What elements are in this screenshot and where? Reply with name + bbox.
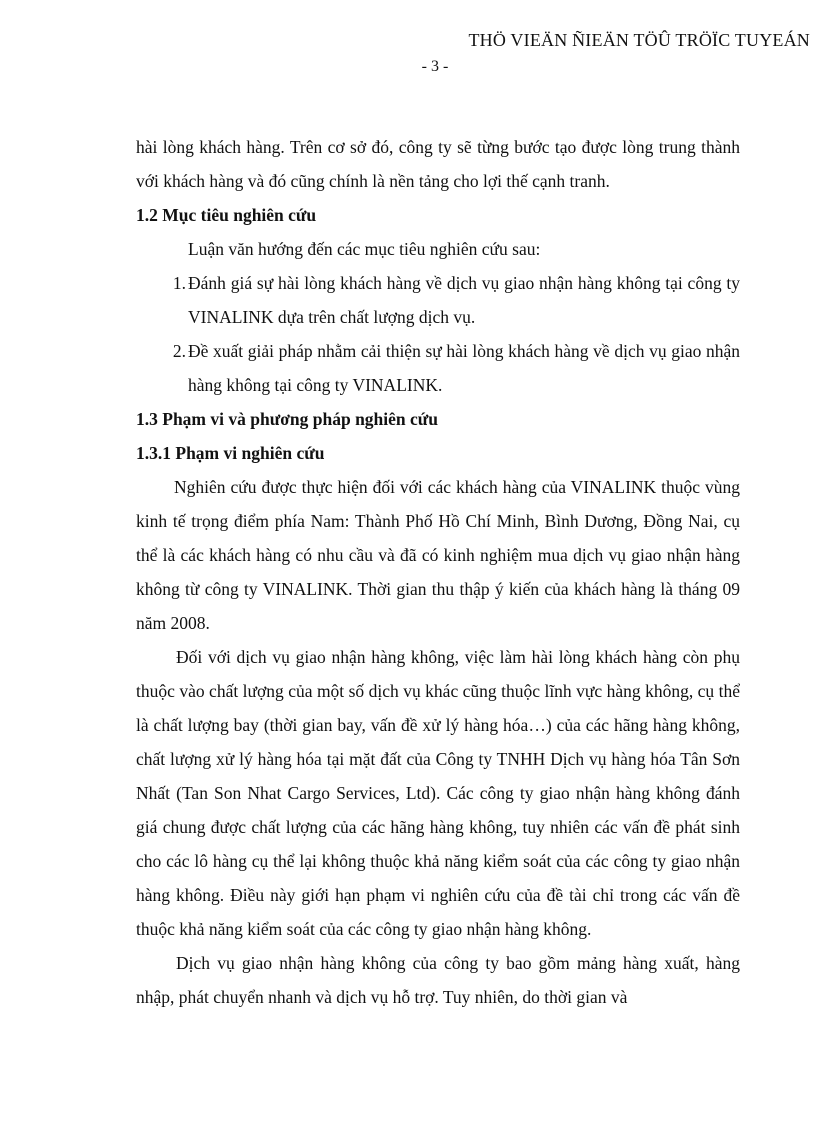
list-number: 1. [172,273,186,293]
running-header: THÖ VIEÄN ÑIEÄN TÖÛ TRÖÏC TUYEÁN [468,30,810,50]
list-text: Đề xuất giải pháp nhằm cải thiện sự hài lòng khách hàng về dịch vụ giao nhận hàng không tại công ty VINALINK. [188,341,740,395]
document-body [136,130,740,1014]
section-heading-1-3: 1.3 Phạm vi và phương pháp nghiên cứu [136,409,439,429]
list-item [136,334,740,402]
intro-paragraph: hài lòng khách hàng. Trên cơ sở đó, công ty sẽ từng bước tạo được lòng trung thành với khách hàng và đó cũng chính là nền tảng cho lợi thế cạnh tranh. [136,137,740,191]
scope-paragraph: Dịch vụ giao nhận hàng không của công ty bao gồm mảng hàng xuất, hàng nhập, phát chuyển nhanh và dịch vụ hỗ trợ. Tuy nhiên, do thời gian và [136,953,740,1007]
objectives-lead: Luận văn hướng đến các mục tiêu nghiên cứu sau: [188,239,541,259]
objectives-list [136,266,740,402]
page-number: - 3 - [421,58,449,75]
scope-paragraph: Đối với dịch vụ giao nhận hàng không, việc làm hài lòng khách hàng còn phụ thuộc vào chất lượng của một số dịch vụ khác cũng thuộc lĩnh vực hàng không, cụ thể là chất lượng bay (thời gian bay, vấn đề xử lý hàng hóa…) của các hãng hàng không, chất lượng xử lý hàng hóa tại mặt đất của Công ty TNHH Dịch vụ hàng hóa Tân Sơn Nhất (Tan Son Nhat Cargo Services, Ltd). Các công ty giao nhận hàng không đánh giá chung được chất lượng của các hãng hàng không, tuy nhiên các vấn đề phát sinh cho các lô hàng cụ thể lại không thuộc khả năng kiểm soát của các công ty giao nhận hàng không. Điều này giới hạn phạm vi nghiên cứu của đề tài chỉ trong các vấn đề thuộc khả năng kiểm soát của các công ty giao nhận hàng không. [136,647,740,939]
section-heading-1-2: 1.2 Mục tiêu nghiên cứu [136,205,317,225]
list-text: Đánh giá sự hài lòng khách hàng về dịch vụ giao nhận hàng không tại công ty VINALINK dựa trên chất lượng dịch vụ. [188,273,740,327]
list-number: 2. [172,341,186,361]
list-item [136,266,740,334]
section-heading-1-3-1: 1.3.1 Phạm vi nghiên cứu [136,443,325,463]
scope-paragraph: Nghiên cứu được thực hiện đối với các khách hàng của VINALINK thuộc vùng kinh tế trọng điểm phía Nam: Thành Phố Hồ Chí Minh, Bình Dương, Đồng Nai, cụ thể là các khách hàng có nhu cầu và đã có kinh nghiệm mua dịch vụ giao nhận hàng không từ công ty VINALINK. Thời gian thu thập ý kiến của khách hàng là tháng 09 năm 2008. [136,477,740,633]
